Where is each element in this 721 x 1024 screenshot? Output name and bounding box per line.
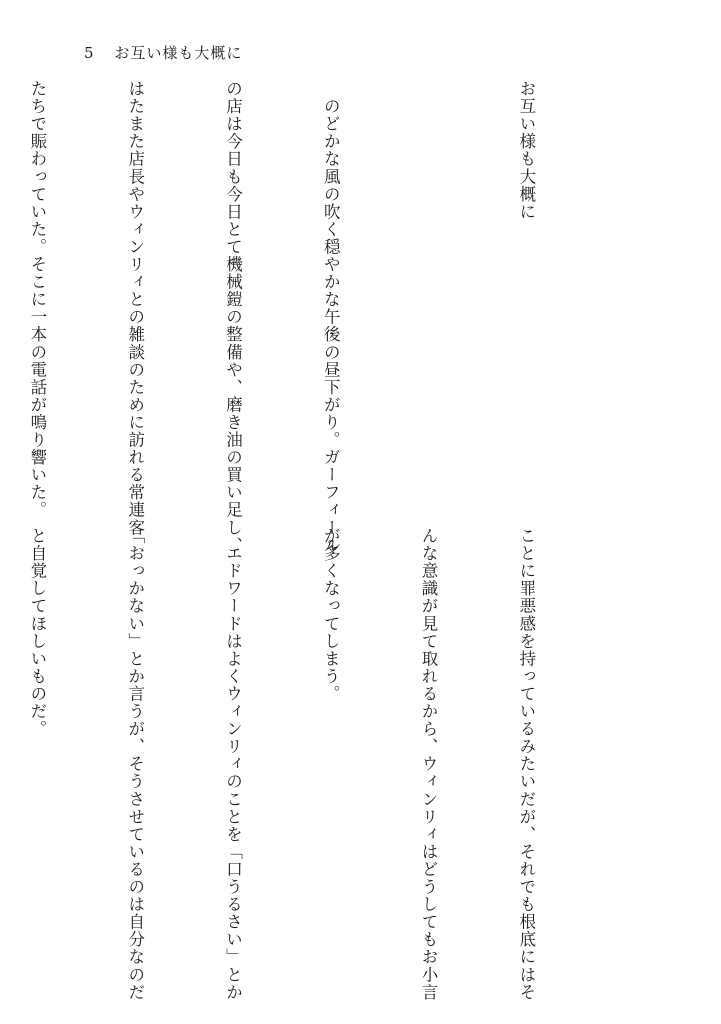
running-title: お互い様も大概に bbox=[114, 44, 243, 62]
page-number: 5 bbox=[84, 44, 95, 62]
text-line: が多くなってしまう。 bbox=[321, 527, 341, 703]
text-line: 「おっかない」とか言うが、そうさせているのは自分なのだ bbox=[125, 527, 145, 1001]
text-line: のどかな風の吹く穏やかな午後の昼下がり。ガーフィール bbox=[321, 80, 341, 554]
text-line: たちで賑わっていた。そこに一本の電話が鳴り響いた。 bbox=[27, 80, 47, 519]
chapter-title: お互い様も大概に bbox=[516, 80, 536, 221]
text-block-bottom bbox=[27, 527, 607, 1001]
text-line: はたまた店長やウィンリィとの雑談のために訪れる常連客 bbox=[125, 80, 145, 537]
text-line bbox=[411, 80, 444, 498]
text-line: と自覚してほしいものだ。 bbox=[27, 527, 47, 738]
text-line: んな意識が見て取れるから、ウィンリィはどうしてもお小言 bbox=[419, 527, 439, 1001]
text-line: ことに罪悪感を持っているみたいだが、それでも根底にはそ bbox=[516, 527, 536, 1001]
running-header bbox=[84, 42, 242, 63]
text-line: の店は今日も今日とて機械鎧の整備や、磨き油の買い足し、 bbox=[223, 80, 243, 554]
text-line: エドワードはよくウィンリィのことを「口うるさい」とか bbox=[223, 527, 243, 1001]
text-block-top bbox=[27, 80, 607, 554]
